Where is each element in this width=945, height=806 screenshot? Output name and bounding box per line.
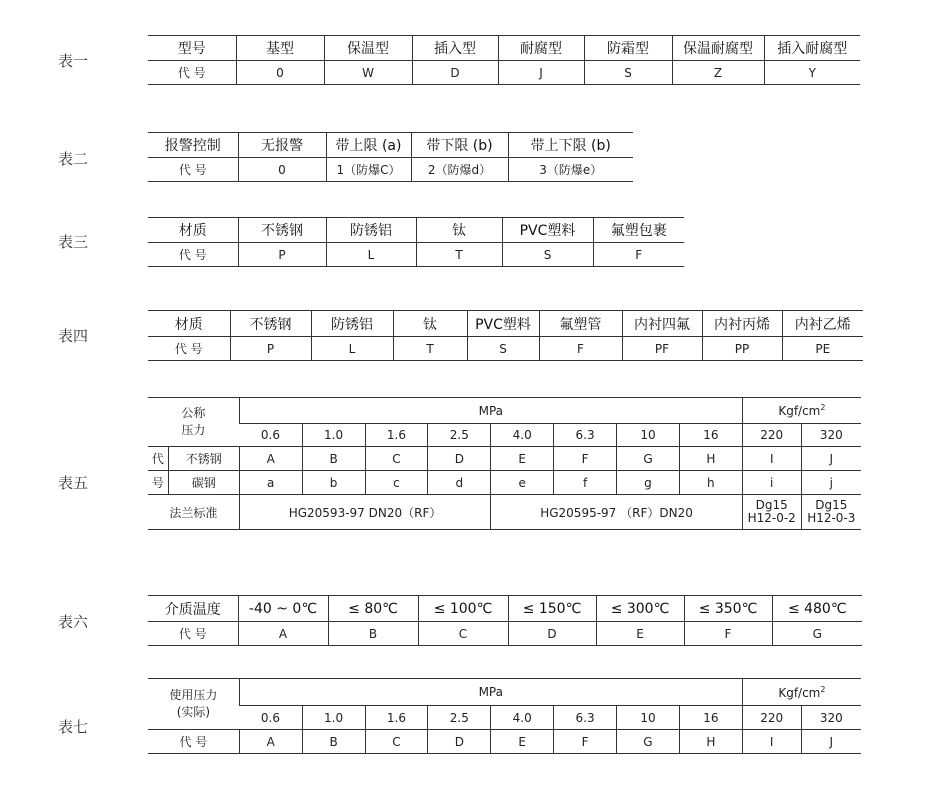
t5-cs-2: c — [365, 471, 428, 495]
t7-c-2: C — [365, 730, 428, 754]
t7-p-0: 0.6 — [239, 706, 302, 730]
t5-flange-1: HG20593-97 DN20（RF） — [239, 495, 491, 530]
t6-h-6: ≤ 350℃ — [684, 596, 772, 622]
t5-ss-2: C — [365, 447, 428, 471]
t5-flange-label: 法兰标准 — [148, 495, 239, 530]
table5 — [148, 397, 861, 530]
t5-cs-3: d — [428, 471, 491, 495]
t5-unit-kgf — [742, 398, 861, 424]
t3-r-1: P — [238, 243, 326, 267]
t4-r-8: PE — [782, 337, 863, 361]
t7-code-label: 代 号 — [148, 730, 239, 754]
t5-ss-8: I — [742, 447, 801, 471]
t1-h-7: 插入耐腐型 — [764, 36, 860, 61]
table3-label: 表三 — [58, 233, 89, 251]
t1-h-2: 保温型 — [324, 36, 412, 61]
t7-p-3: 2.5 — [428, 706, 491, 730]
t5-ss-5: F — [554, 447, 617, 471]
t5-ss-3: D — [428, 447, 491, 471]
t1-r-1: 0 — [236, 61, 324, 85]
t5-title — [148, 398, 239, 447]
t5-p-2: 1.6 — [365, 424, 428, 447]
t5-p-8: 220 — [742, 424, 801, 447]
t6-r-3: C — [418, 622, 508, 646]
table1 — [148, 35, 860, 85]
t5-unit-mpa: MPa — [239, 398, 742, 424]
t5-cs-7: h — [679, 471, 742, 495]
t4-r-4: S — [467, 337, 539, 361]
t2-h-1: 无报警 — [238, 133, 326, 158]
t4-r-3: T — [393, 337, 467, 361]
t5-ss-1: B — [302, 447, 365, 471]
table4-label: 表四 — [58, 327, 89, 345]
t7-c-6: G — [617, 730, 680, 754]
t7-c-8: I — [742, 730, 801, 754]
t7-c-3: D — [428, 730, 491, 754]
t6-r-0: 代 号 — [148, 622, 238, 646]
t3-h-0: 材质 — [178, 223, 207, 239]
t3-r-4: S — [502, 243, 593, 267]
t7-title-line1: 使用压力 — [169, 688, 218, 702]
t5-flange-4 — [801, 495, 861, 530]
t5-ss-0: A — [239, 447, 302, 471]
t3-h-3: 钛 — [416, 218, 502, 243]
t7-p-9: 320 — [801, 706, 861, 730]
t1-r-3: D — [412, 61, 498, 85]
t1-h-0: 型号 — [177, 41, 206, 57]
t7-title-line2: (实际) — [176, 705, 211, 719]
t1-r-5: S — [584, 61, 672, 85]
t6-h-5: ≤ 300℃ — [596, 596, 684, 622]
t6-h-2: ≤ 80℃ — [328, 596, 418, 622]
t7-p-2: 1.6 — [365, 706, 428, 730]
t7-unit-kgf — [742, 679, 861, 706]
t7-c-1: B — [302, 730, 365, 754]
t2-h-4: 带上下限 (b) — [508, 133, 633, 158]
t6-r-2: B — [328, 622, 418, 646]
t5-ss-7: H — [679, 447, 742, 471]
t4-h-5: 氟塑管 — [539, 311, 622, 337]
t5-cs-9: j — [801, 471, 861, 495]
t2-r-2: 1（防爆C） — [326, 158, 411, 182]
t5-p-4: 4.0 — [491, 424, 554, 447]
t4-h-0: 材质 — [174, 316, 203, 333]
t6-h-1: -40 ~ 0℃ — [238, 596, 328, 622]
t7-p-6: 10 — [617, 706, 680, 730]
t4-h-7: 内衬丙烯 — [702, 311, 782, 337]
t7-c-9: J — [801, 730, 861, 754]
t6-r-5: E — [596, 622, 684, 646]
t5-cs-0: a — [239, 471, 302, 495]
t5-ss-9: J — [801, 447, 861, 471]
table5-label: 表五 — [58, 474, 89, 492]
table1-label: 表一 — [58, 52, 89, 70]
t3-r-0: 代 号 — [148, 243, 238, 267]
t5-p-3: 2.5 — [428, 424, 491, 447]
t6-r-1: A — [238, 622, 328, 646]
t5-ss-4: E — [491, 447, 554, 471]
t5-code-char2: 号 — [148, 471, 168, 495]
t4-h-6: 内衬四氟 — [622, 311, 702, 337]
t5-flange-3-l2: H12-0-2 — [747, 511, 796, 525]
t2-r-4: 3（防爆e） — [508, 158, 633, 182]
t7-unit-kgf-sup: 2 — [820, 684, 826, 694]
t4-h-2: 防锈铝 — [311, 311, 393, 337]
t7-title — [148, 679, 239, 730]
t6-r-7: G — [772, 622, 862, 646]
t4-r-1: P — [230, 337, 311, 361]
table2-label: 表二 — [58, 150, 89, 168]
t3-h-1: 不锈钢 — [238, 218, 326, 243]
t5-unit-kgf-sup: 2 — [820, 403, 826, 412]
t1-r-0: 代 号 — [148, 61, 236, 85]
t2-h-3: 带下限 (b) — [411, 133, 508, 158]
t2-r-3: 2（防爆d） — [411, 158, 508, 182]
t6-h-3: ≤ 100℃ — [418, 596, 508, 622]
t5-p-7: 16 — [679, 424, 742, 447]
t5-p-5: 6.3 — [554, 424, 617, 447]
t7-p-7: 16 — [679, 706, 742, 730]
t6-r-4: D — [508, 622, 596, 646]
t2-r-0: 代 号 — [148, 158, 238, 182]
t4-r-7: PP — [702, 337, 782, 361]
t4-h-3: 钛 — [393, 311, 467, 337]
t4-r-0: 代 号 — [148, 337, 230, 361]
t7-c-5: F — [554, 730, 617, 754]
t1-r-6: Z — [672, 61, 764, 85]
table7-label: 表七 — [58, 718, 89, 736]
t3-r-2: L — [326, 243, 416, 267]
t4-r-6: PF — [622, 337, 702, 361]
t7-c-0: A — [239, 730, 302, 754]
t3-r-3: T — [416, 243, 502, 267]
t5-cs-8: i — [742, 471, 801, 495]
table2 — [148, 132, 633, 182]
t5-flange-4-l1: Dg15 — [815, 498, 848, 512]
t7-p-5: 6.3 — [554, 706, 617, 730]
t7-c-7: H — [679, 730, 742, 754]
t7-c-4: E — [491, 730, 554, 754]
t5-code-char1: 代 — [148, 447, 168, 471]
t1-h-5: 防霜型 — [584, 36, 672, 61]
t3-h-4: PVC塑料 — [502, 218, 593, 243]
t5-ss-6: G — [617, 447, 680, 471]
t5-cs-6: g — [617, 471, 680, 495]
t5-unit-kgf-text: Kgf/cm — [778, 404, 821, 418]
t4-r-5: F — [539, 337, 622, 361]
table6 — [148, 595, 862, 646]
t7-unit-mpa: MPa — [239, 679, 742, 706]
t4-h-1: 不锈钢 — [230, 311, 311, 337]
t5-title-line2: 压力 — [181, 423, 206, 437]
t5-flange-4-l2: H12-0-3 — [807, 511, 856, 525]
t1-r-2: W — [324, 61, 412, 85]
t5-cs-1: b — [302, 471, 365, 495]
t7-p-8: 220 — [742, 706, 801, 730]
t1-h-4: 耐腐型 — [498, 36, 584, 61]
t5-flange-3-l1: Dg15 — [755, 498, 788, 512]
table6-label: 表六 — [58, 613, 89, 631]
t1-r-7: Y — [764, 61, 860, 85]
t5-p-0: 0.6 — [239, 424, 302, 447]
t5-cs-label: 碳钢 — [168, 471, 239, 495]
t7-unit-kgf-text: Kgf/cm — [778, 685, 821, 700]
t4-h-8: 内衬乙烯 — [782, 311, 863, 337]
t5-p-1: 1.0 — [302, 424, 365, 447]
t3-r-5: F — [593, 243, 684, 267]
t5-flange-3 — [742, 495, 801, 530]
t7-p-4: 4.0 — [491, 706, 554, 730]
t5-cs-4: e — [491, 471, 554, 495]
t4-r-2: L — [311, 337, 393, 361]
t6-h-7: ≤ 480℃ — [772, 596, 862, 622]
t3-h-2: 防锈铝 — [326, 218, 416, 243]
t1-h-3: 插入型 — [412, 36, 498, 61]
t5-cs-5: f — [554, 471, 617, 495]
t1-h-1: 基型 — [236, 36, 324, 61]
t6-r-6: F — [684, 622, 772, 646]
table4 — [148, 310, 863, 361]
t1-h-6: 保温耐腐型 — [672, 36, 764, 61]
t6-h-4: ≤ 150℃ — [508, 596, 596, 622]
t2-h-2: 带上限 (a) — [326, 133, 411, 158]
t7-p-1: 1.0 — [302, 706, 365, 730]
t6-h-0: 介质温度 — [164, 601, 221, 618]
t2-h-0: 报警控制 — [164, 138, 221, 154]
t1-r-4: J — [498, 61, 584, 85]
t5-title-line1: 公称 — [181, 406, 206, 420]
t5-flange-2: HG20595-97 （RF）DN20 — [491, 495, 743, 530]
t5-p-6: 10 — [617, 424, 680, 447]
t5-p-9: 320 — [801, 424, 861, 447]
table3 — [148, 217, 684, 267]
table7 — [148, 678, 861, 754]
t3-h-5: 氟塑包裹 — [593, 218, 684, 243]
t5-ss-label: 不锈钢 — [168, 447, 239, 471]
t2-r-1: 0 — [238, 158, 326, 182]
t4-h-4: PVC塑料 — [467, 311, 539, 337]
